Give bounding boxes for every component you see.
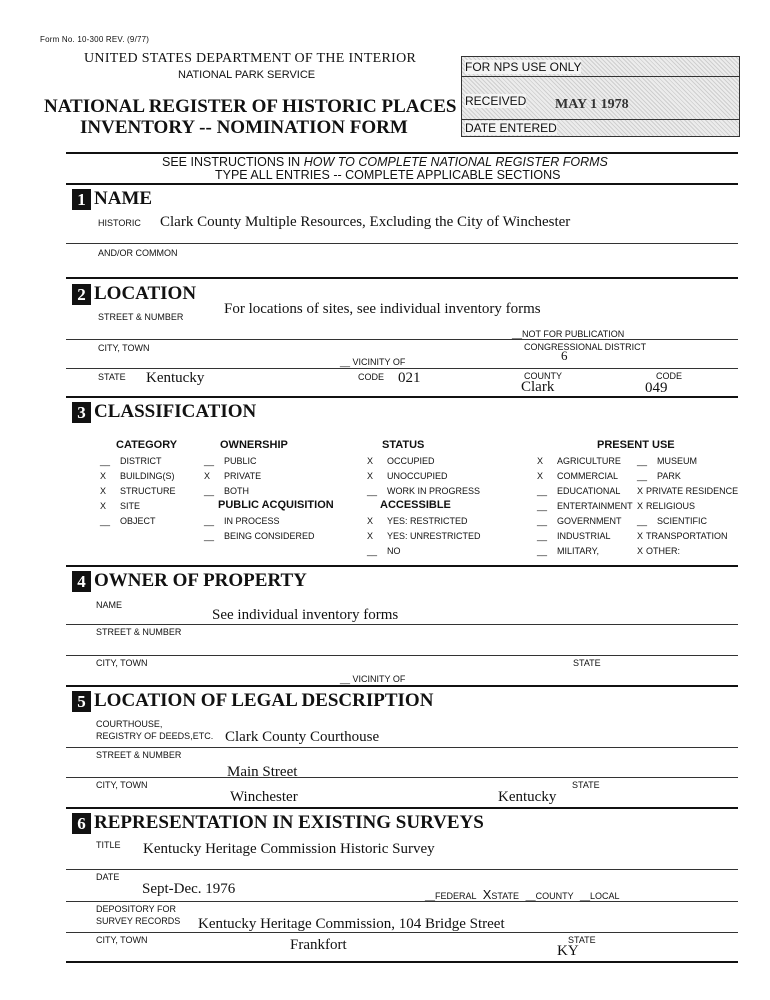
depository-field[interactable]: Kentucky Heritage Commission, 104 Bridge Street bbox=[198, 916, 505, 932]
congressional-district-field[interactable]: 6 bbox=[561, 348, 568, 363]
survey-date-field[interactable]: Sept-Dec. 1976 bbox=[142, 881, 236, 897]
legal-street-field[interactable]: Main Street bbox=[227, 764, 298, 780]
local-option[interactable]: __LOCAL bbox=[579, 891, 620, 901]
owner-name-field[interactable]: See individual inventory forms bbox=[212, 607, 399, 623]
form-title-line2: INVENTORY -- NOMINATION FORM bbox=[80, 117, 408, 138]
status-list bbox=[367, 454, 480, 499]
legal-city-field[interactable]: Winchester bbox=[230, 789, 298, 805]
survey-state-field[interactable]: KY bbox=[557, 943, 579, 959]
survey-city-label: CITY, TOWN bbox=[96, 935, 148, 945]
federal-option[interactable]: __FEDERAL bbox=[425, 891, 477, 901]
section-title: OWNER OF PROPERTY bbox=[94, 570, 307, 591]
use-museum[interactable]: __ MUSEUM bbox=[637, 456, 697, 466]
congressional-district-label: CONGRESSIONAL DISTRICT bbox=[524, 342, 647, 352]
status-work-in-progress[interactable]: __ WORK IN PROGRESS bbox=[367, 486, 481, 496]
survey-level-options bbox=[425, 887, 619, 902]
courthouse-field[interactable]: Clark County Courthouse bbox=[225, 729, 380, 745]
courthouse-label: COURTHOUSE, bbox=[96, 719, 163, 729]
owner-city-label: CITY, TOWN bbox=[96, 658, 148, 668]
instructions-line1: SEE INSTRUCTIONS IN HOW TO COMPLETE NATIONAL REGISTER FORMS bbox=[162, 155, 608, 169]
acquisition-being-considered[interactable]: __ BEING CONSIDERED bbox=[204, 531, 315, 541]
present-use-heading: PRESENT USE bbox=[597, 439, 675, 451]
use-transportation[interactable]: X TRANSPORTATION bbox=[637, 531, 728, 541]
use-educational[interactable]: __ EDUCATIONAL bbox=[537, 486, 621, 496]
accessible-restricted[interactable]: X YES: RESTRICTED bbox=[367, 516, 468, 526]
section-owner-header bbox=[72, 570, 307, 592]
owner-state-label: STATE bbox=[573, 658, 601, 668]
category-buildings[interactable]: X BUILDING(S) bbox=[100, 471, 175, 481]
code-label: CODE bbox=[358, 372, 385, 382]
state-field[interactable]: Kentucky bbox=[146, 370, 205, 386]
section-legal-header bbox=[72, 690, 433, 712]
use-park[interactable]: __ PARK bbox=[637, 471, 681, 481]
use-military[interactable]: __ MILITARY, bbox=[537, 546, 600, 556]
section-title: LOCATION OF LEGAL DESCRIPTION bbox=[94, 690, 434, 711]
section-surveys-header bbox=[72, 812, 484, 834]
category-structure[interactable]: X STRUCTURE bbox=[100, 486, 176, 496]
section-title: CLASSIFICATION bbox=[94, 401, 257, 422]
historic-name-field[interactable]: Clark County Multiple Resources, Excluding the City of Winchester bbox=[160, 214, 571, 230]
received-label: RECEIVED bbox=[465, 94, 527, 108]
use-industrial[interactable]: __ INDUSTRIAL bbox=[537, 531, 611, 541]
acquisition-in-process[interactable]: __ IN PROCESS bbox=[204, 516, 280, 526]
depository-label-2: SURVEY RECORDS bbox=[96, 916, 181, 926]
public-acquisition-heading: PUBLIC ACQUISITION bbox=[218, 499, 334, 511]
survey-title-field[interactable]: Kentucky Heritage Commission Historic Survey bbox=[143, 841, 435, 857]
state-code-field[interactable]: 021 bbox=[398, 370, 421, 386]
use-government[interactable]: __ GOVERNMENT bbox=[537, 516, 622, 526]
use-other[interactable]: X OTHER: bbox=[637, 546, 681, 556]
section-number: 3 bbox=[72, 402, 91, 423]
ownership-both[interactable]: __ BOTH bbox=[204, 486, 250, 496]
section-title: LOCATION bbox=[94, 283, 197, 304]
not-for-publication: __NOT FOR PUBLICATION bbox=[512, 329, 625, 339]
present-use-list-1 bbox=[537, 454, 633, 559]
survey-title-label: TITLE bbox=[96, 840, 121, 850]
acquisition-list bbox=[204, 514, 315, 544]
historic-label: HISTORIC bbox=[98, 218, 141, 228]
section-title: NAME bbox=[94, 188, 153, 209]
accessible-no[interactable]: __ NO bbox=[367, 546, 401, 556]
state-label: STATE bbox=[98, 372, 126, 382]
legal-state-label: STATE bbox=[572, 780, 600, 790]
vicinity-of: __ VICINITY OF bbox=[340, 357, 406, 367]
service-name: NATIONAL PARK SERVICE bbox=[178, 69, 316, 81]
ownership-heading: OWNERSHIP bbox=[220, 439, 288, 451]
survey-city-field[interactable]: Frankfort bbox=[290, 937, 347, 953]
county-field[interactable]: Clark bbox=[521, 379, 555, 395]
survey-state-label: STATE bbox=[568, 935, 596, 945]
section-number: 1 bbox=[72, 189, 91, 210]
form-title-line1: NATIONAL REGISTER OF HISTORIC PLACES bbox=[44, 96, 457, 117]
ownership-public[interactable]: __ PUBLIC bbox=[204, 456, 257, 466]
status-unoccupied[interactable]: X UNOCCUPIED bbox=[367, 471, 448, 481]
accessible-unrestricted[interactable]: X YES: UNRESTRICTED bbox=[367, 531, 481, 541]
category-object[interactable]: __ OBJECT bbox=[100, 516, 156, 526]
section-name-header bbox=[72, 188, 152, 210]
common-name-label: AND/OR COMMON bbox=[98, 248, 178, 258]
owner-street-label: STREET & NUMBER bbox=[96, 627, 182, 637]
section-number: 6 bbox=[72, 813, 91, 834]
accessible-heading: ACCESSIBLE bbox=[380, 499, 451, 511]
ownership-private[interactable]: X PRIVATE bbox=[204, 471, 262, 481]
status-heading: STATUS bbox=[382, 439, 425, 451]
section-classification-header bbox=[72, 401, 256, 423]
street-label: STREET & NUMBER bbox=[98, 312, 184, 322]
legal-city-label: CITY, TOWN bbox=[96, 780, 148, 790]
county-code-label: CODE bbox=[656, 371, 683, 381]
category-district[interactable]: __ DISTRICT bbox=[100, 456, 162, 466]
use-private-residence[interactable]: X PRIVATE RESIDENCE bbox=[637, 486, 739, 496]
section-number: 2 bbox=[72, 284, 91, 305]
street-field[interactable]: For locations of sites, see individual inventory forms bbox=[224, 301, 541, 317]
county-code-field[interactable]: 049 bbox=[645, 380, 668, 396]
registry-label: REGISTRY OF DEEDS,ETC. bbox=[96, 731, 214, 741]
department-name: UNITED STATES DEPARTMENT OF THE INTERIOR bbox=[84, 51, 417, 66]
section-number: 5 bbox=[72, 691, 91, 712]
category-site[interactable]: X SITE bbox=[100, 501, 141, 511]
county-option[interactable]: __COUNTY bbox=[525, 891, 574, 901]
county-label: COUNTY bbox=[524, 371, 562, 381]
section-number: 4 bbox=[72, 571, 91, 592]
use-religious[interactable]: X RELIGIOUS bbox=[637, 501, 696, 511]
nps-use-only-label: FOR NPS USE ONLY bbox=[465, 60, 582, 74]
date-entered-label: DATE ENTERED bbox=[465, 121, 557, 135]
received-stamp: MAY 1 1978 bbox=[555, 97, 629, 112]
present-use-list-2 bbox=[637, 454, 738, 559]
use-agriculture[interactable]: X AGRICULTURE bbox=[537, 456, 621, 466]
section-title: REPRESENTATION IN EXISTING SURVEYS bbox=[94, 812, 484, 833]
status-occupied[interactable]: X OCCUPIED bbox=[367, 456, 435, 466]
survey-date-label: DATE bbox=[96, 872, 120, 882]
city-label: CITY, TOWN bbox=[98, 343, 150, 353]
category-list bbox=[100, 454, 176, 529]
legal-street-label: STREET & NUMBER bbox=[96, 750, 182, 760]
owner-vicinity-of: __ VICINITY OF bbox=[340, 674, 406, 684]
instructions-line2: TYPE ALL ENTRIES -- COMPLETE APPLICABLE SECTIONS bbox=[215, 168, 561, 182]
accessible-list bbox=[367, 514, 481, 559]
section-location-header bbox=[72, 283, 196, 305]
use-entertainment[interactable]: __ ENTERTAINMENT bbox=[537, 501, 633, 511]
depository-label-1: DEPOSITORY FOR bbox=[96, 904, 177, 914]
state-option[interactable]: XSTATE bbox=[482, 887, 520, 902]
legal-state-field[interactable]: Kentucky bbox=[498, 789, 557, 805]
category-heading: CATEGORY bbox=[116, 439, 178, 451]
owner-name-label: NAME bbox=[96, 600, 123, 610]
form-number: Form No. 10-300 REV. (9/77) bbox=[40, 35, 150, 44]
nps-use-only-box bbox=[461, 56, 740, 137]
ownership-list bbox=[204, 454, 261, 499]
use-scientific[interactable]: __ SCIENTIFIC bbox=[637, 516, 708, 526]
use-commercial[interactable]: X COMMERCIAL bbox=[537, 471, 619, 481]
